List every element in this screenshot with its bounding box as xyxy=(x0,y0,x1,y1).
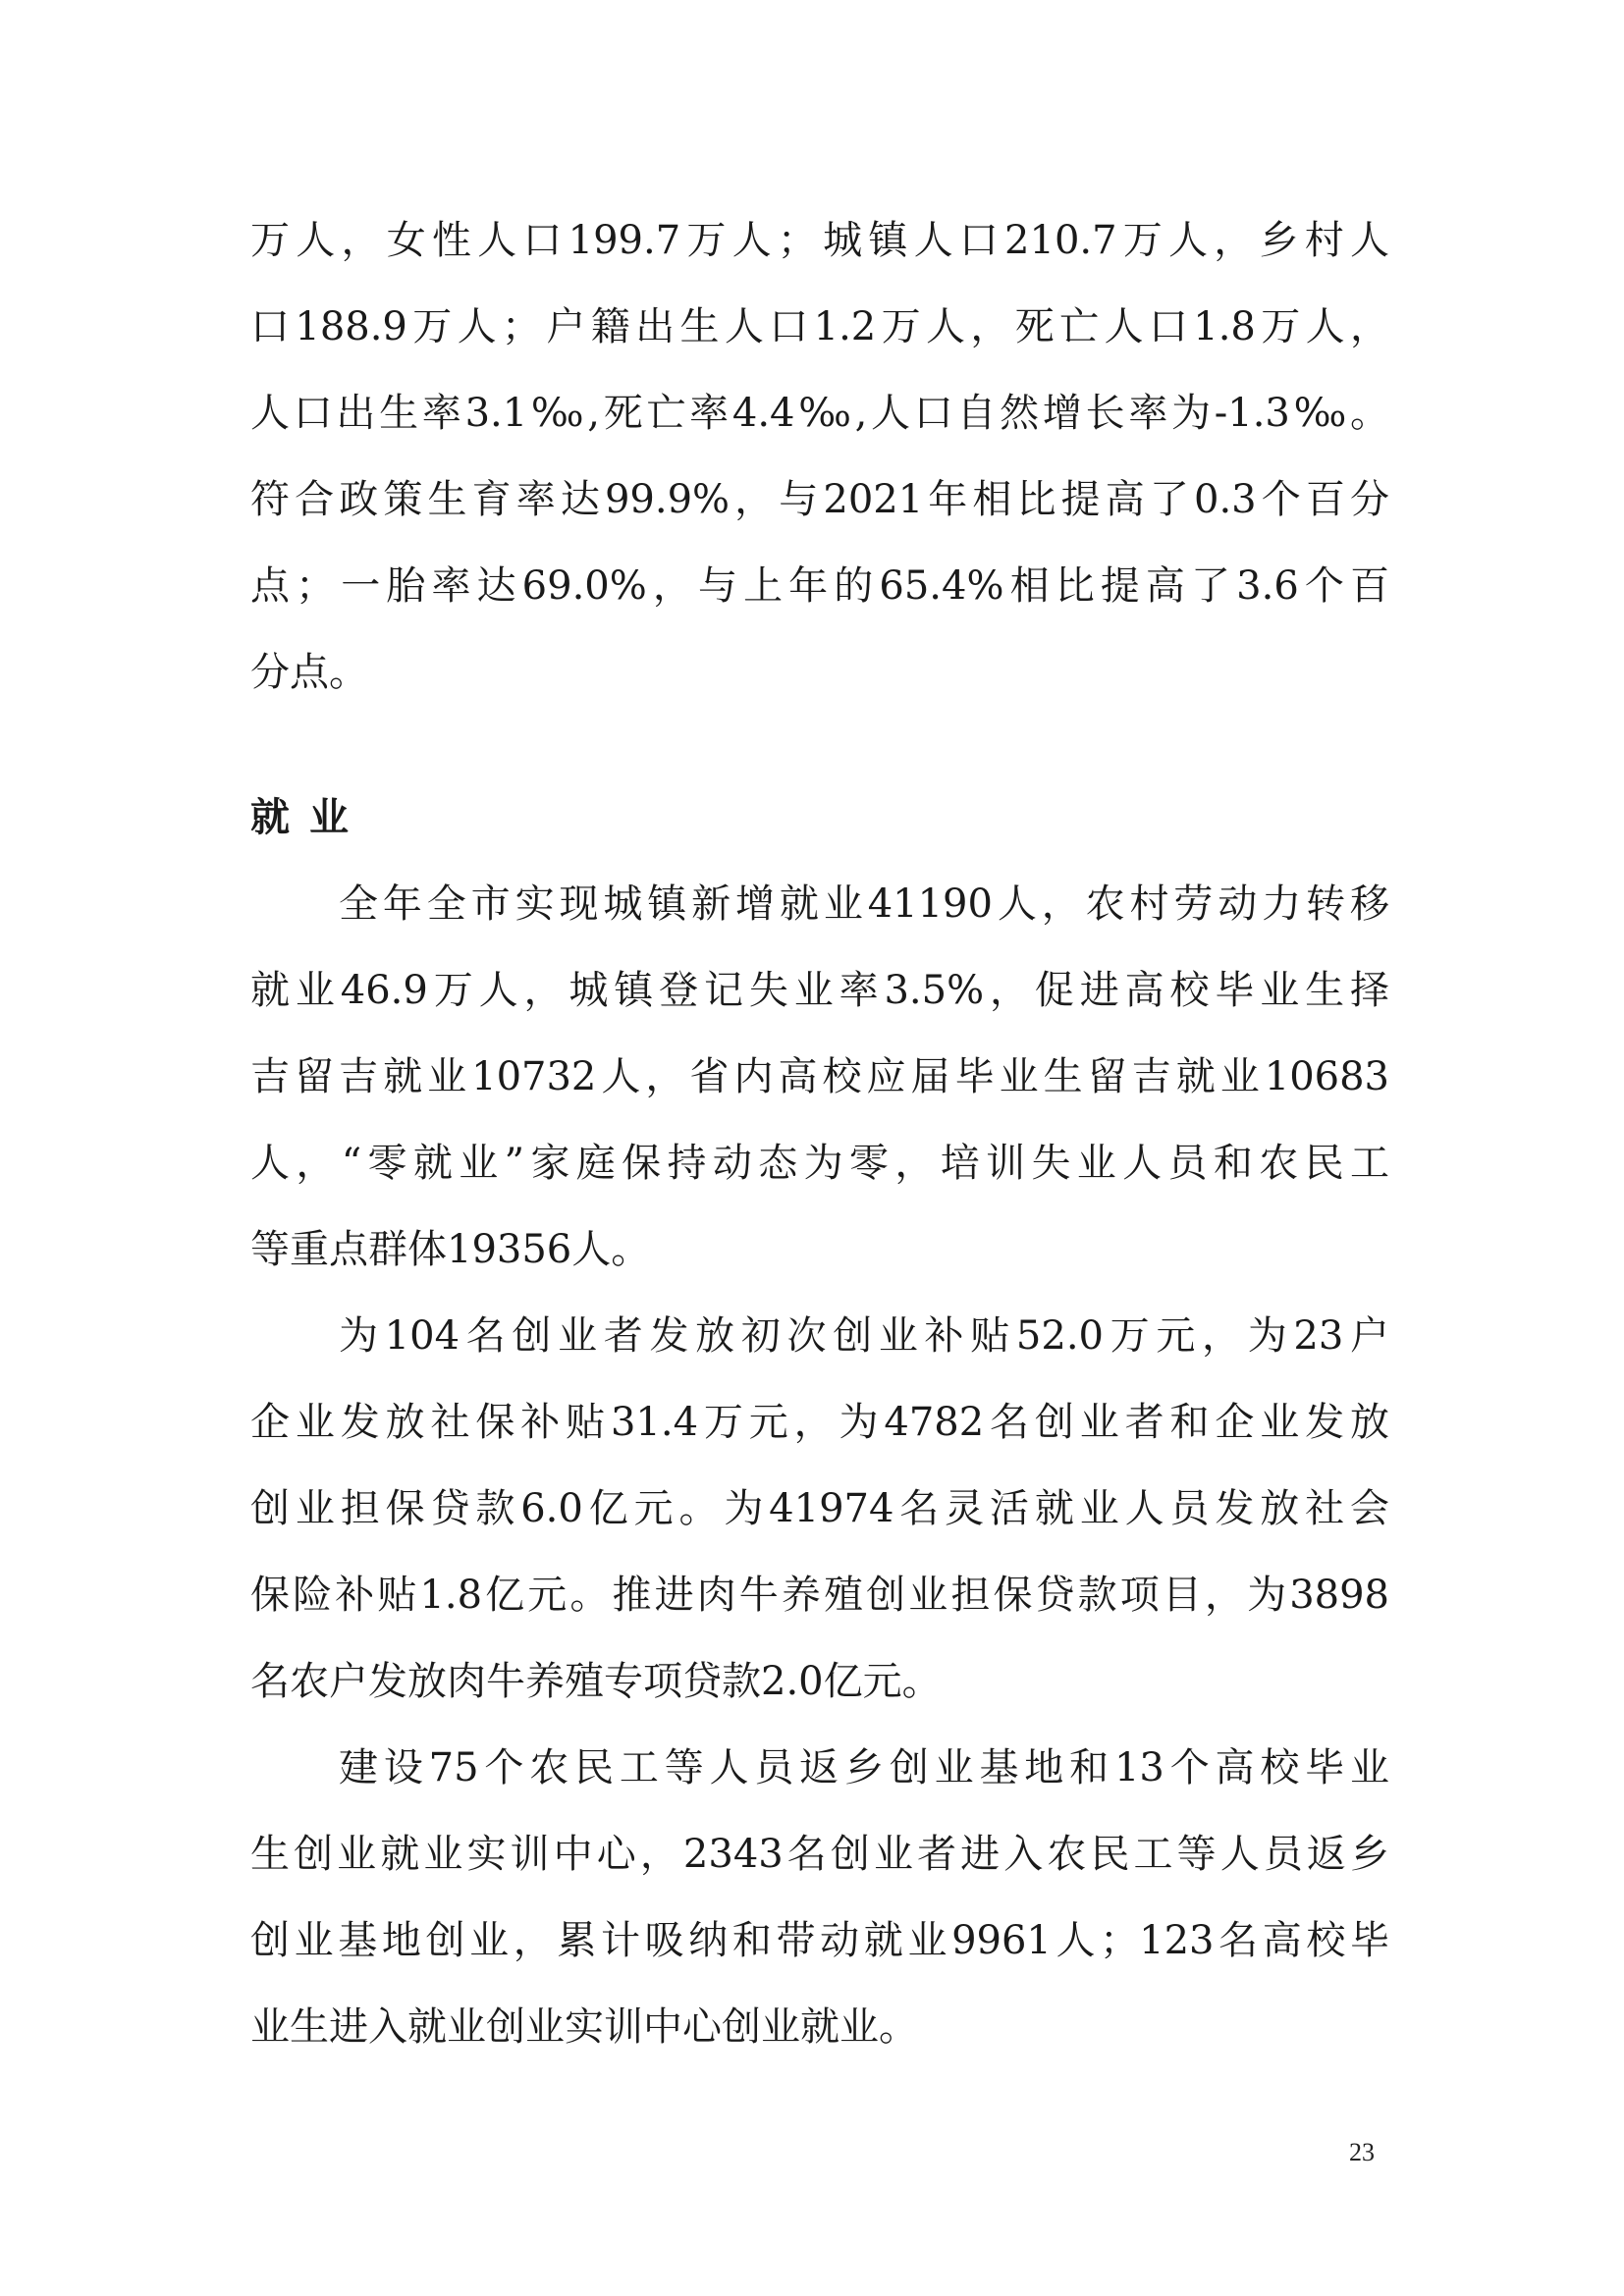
text-line: 分点。 xyxy=(250,650,368,695)
text-line: 生创业就业实训中心，2343名创业者进入农民工等人员返乡 xyxy=(250,1832,1389,1877)
page-number: 23 xyxy=(1349,2138,1375,2166)
text-line: 吉留吉就业10732人，省内高校应届毕业生留吉就业10683 xyxy=(250,1054,1389,1099)
text-line: 符合政策生育率达99.9%，与2021年相比提高了0.3个百分 xyxy=(250,477,1389,522)
text-line: 全年全市实现城镇新增就业41190人，农村劳动力转移 xyxy=(339,881,1389,927)
text-line: 为104名创业者发放初次创业补贴52.0万元，为23户 xyxy=(339,1313,1389,1359)
text-line: 保险补贴1.8亿元。推进肉牛养殖创业担保贷款项目，为3898 xyxy=(250,1573,1389,1618)
text-line: 名农户发放肉牛养殖专项贷款2.0亿元。 xyxy=(250,1659,942,1704)
text-line: 创业基地创业，累计吸纳和带动就业9961人；123名高校毕 xyxy=(250,1918,1389,1963)
text-line: 就业46.9万人，城镇登记失业率3.5%，促进高校毕业生择 xyxy=(250,968,1389,1013)
text-line: 口188.9万人；户籍出生人口1.2万人，死亡人口1.8万人， xyxy=(250,304,1389,349)
section-heading: 就业 xyxy=(250,795,368,840)
text-line: 人口出生率3.1‰,死亡率4.4‰,人口自然增长率为-1.3‰。 xyxy=(250,391,1389,436)
text-line: 万人，女性人口199.7万人；城镇人口210.7万人，乡村人 xyxy=(250,218,1389,263)
text-line: 等重点群体19356人。 xyxy=(250,1227,651,1272)
text-line: 人，“零就业”家庭保持动态为零，培训失业人员和农民工 xyxy=(250,1141,1389,1186)
text-line: 创业担保贷款6.0亿元。为41974名灵活就业人员发放社会 xyxy=(250,1486,1389,1531)
text-line: 企业发放社保补贴31.4万元，为4782名创业者和企业发放 xyxy=(250,1400,1389,1445)
text-line: 建设75个农民工等人员返乡创业基地和13个高校毕业 xyxy=(339,1745,1389,1790)
text-line: 业生进入就业创业实训中心创业就业。 xyxy=(250,2004,918,2050)
text-line: 点；一胎率达69.0%，与上年的65.4%相比提高了3.6个百 xyxy=(250,563,1389,609)
